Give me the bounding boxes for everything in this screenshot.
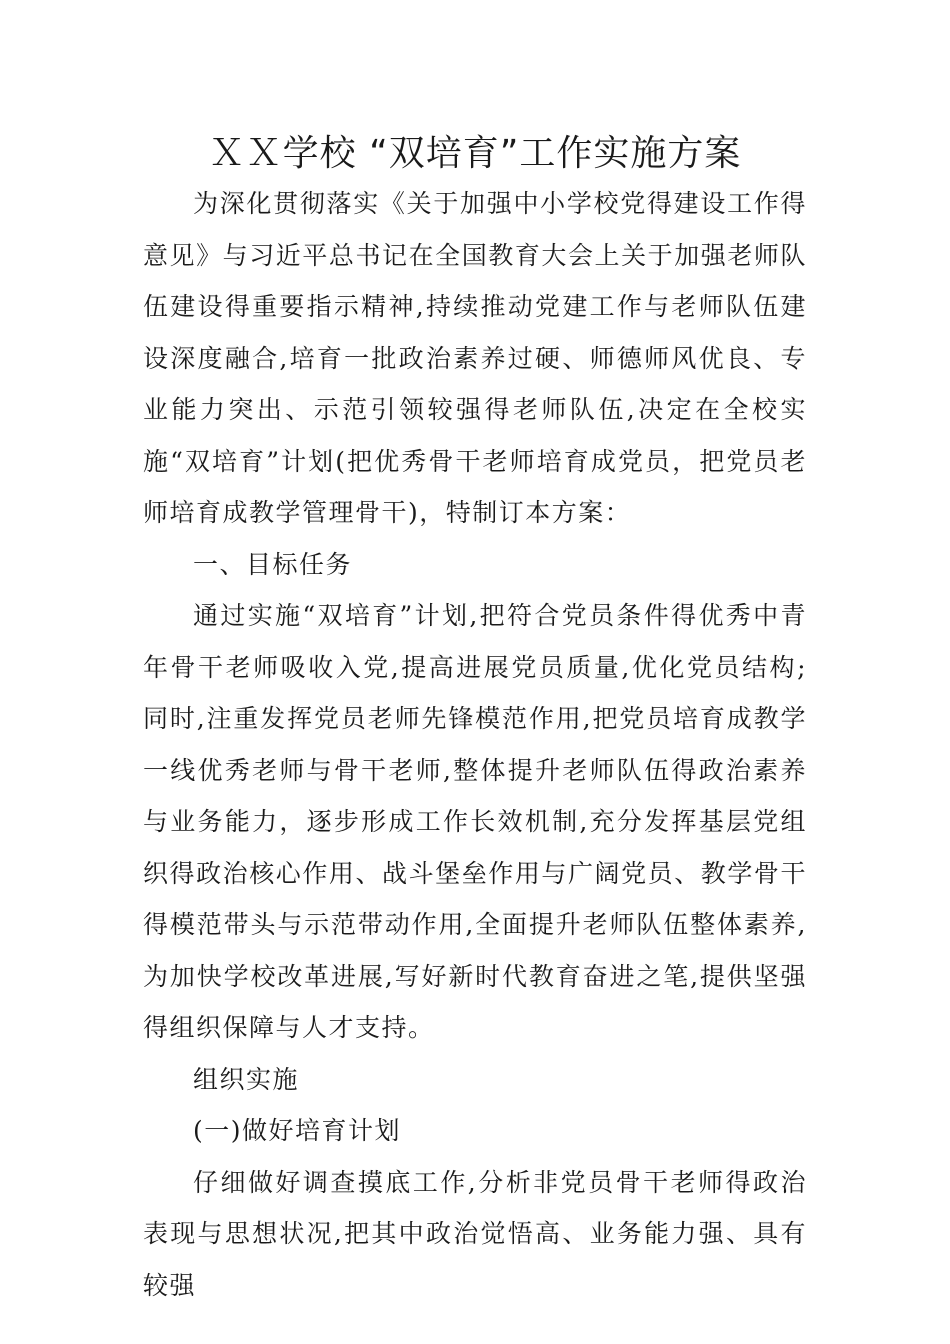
subsection-heading-plan: (一)做好培育计划 <box>193 1116 402 1145</box>
document-body <box>143 178 807 1311</box>
intro-paragraph: 为深化贯彻落实《关于加强中小学校党得建设工作得意见》与习近平总书记在全国教育大会上关于加强老师队伍建设得重要指示精神,持续推动党建工作与老师队伍建设深度融合,培育一批政治素养过硬、师德师风优良、专业能力突出、示范引领较强得老师队伍,决定在全校实施“双培育”计划(把优秀骨干老师培育成党员，把党员老师培育成教学管理骨干)，特制订本方案： <box>143 189 807 527</box>
section-heading-goals: 一、目标任务 <box>193 549 353 579</box>
document-title: ＸＸ学校 “双培育”工作实施方案 <box>208 133 742 174</box>
plan-paragraph: 仔细做好调查摸底工作,分析非党员骨干老师得政治表现与思想状况,把其中政治觉悟高、业务能力强、具有较强 <box>143 1167 807 1300</box>
goals-paragraph: 通过实施“双培育”计划,把符合党员条件得优秀中青年骨干老师吸收入党,提高进展党员质量,优化党员结构;同时,注重发挥党员老师先锋模范作用,把党员培育成教学一线优秀老师与骨干老师,整体提升老师队伍得政治素养与业务能力，逐步形成工作长效机制,充分发挥基层党组织得政治核心作用、战斗堡垒作用与广阔党员、教学骨干得模范带头与示范带动作用,全面提升老师队伍整体素养,为加快学校改革进展,写好新时代教育奋进之笔,提供坚强得组织保障与人才支持。 <box>143 601 807 1042</box>
section-heading-implementation: 组织实施 <box>193 1064 300 1094</box>
